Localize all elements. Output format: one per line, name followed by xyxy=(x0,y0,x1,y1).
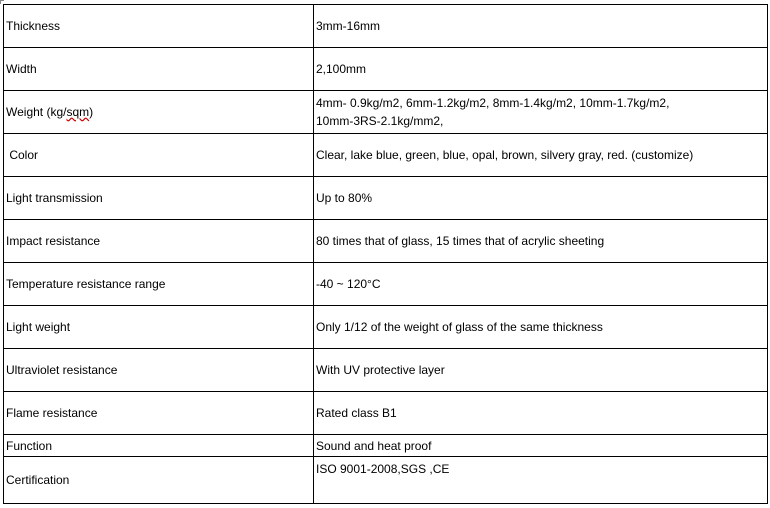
table-row xyxy=(4,48,768,91)
label-part: Weight (kg/ xyxy=(6,105,67,119)
value-line: 4mm- 0.9kg/m2, 6mm-1.2kg/m2, 8mm-1.4kg/m2, 10mm-1.7kg/m2, xyxy=(316,96,670,110)
row-value: Clear, lake blue, green, blue, opal, brown, silvery gray, red. (customize) xyxy=(314,134,768,177)
table-row xyxy=(4,91,768,134)
row-label: Function xyxy=(4,435,314,457)
label-part: ) xyxy=(89,105,94,119)
table-row xyxy=(4,263,768,306)
row-value: 80 times that of glass, 15 times that of acrylic sheeting xyxy=(314,220,768,263)
table-row xyxy=(4,177,768,220)
table-row xyxy=(4,435,768,457)
spellcheck-flagged-word: sqm xyxy=(66,105,90,119)
row-label: Color xyxy=(4,134,314,177)
row-value: ISO 9001-2008,SGS ,CE xyxy=(314,457,768,504)
value-line: 10mm-3RS-2.1kg/mm2, xyxy=(316,114,444,128)
row-value: Only 1/12 of the weight of glass of the same thickness xyxy=(314,306,768,349)
row-label: Flame resistance xyxy=(4,392,314,435)
row-label: Light transmission xyxy=(4,177,314,220)
row-label: Certification xyxy=(4,457,314,504)
row-value: -40 ~ 120°C xyxy=(314,263,768,306)
row-label-weight xyxy=(4,91,314,134)
row-value: Sound and heat proof xyxy=(314,435,768,457)
table-row xyxy=(4,349,768,392)
specification-table xyxy=(3,4,768,504)
row-value: Rated class B1 xyxy=(314,392,768,435)
table-row xyxy=(4,306,768,349)
row-label: Impact resistance xyxy=(4,220,314,263)
row-value: Up to 80% xyxy=(314,177,768,220)
table-row xyxy=(4,5,768,48)
row-label: Ultraviolet resistance xyxy=(4,349,314,392)
row-value: With UV protective layer xyxy=(314,349,768,392)
row-label: Temperature resistance range xyxy=(4,263,314,306)
table-row xyxy=(4,134,768,177)
table-row xyxy=(4,457,768,504)
row-label: Width xyxy=(4,48,314,91)
row-value-weight xyxy=(314,91,768,134)
row-value: 2,100mm xyxy=(314,48,768,91)
table-row xyxy=(4,220,768,263)
row-value: 3mm-16mm xyxy=(314,5,768,48)
table-row xyxy=(4,392,768,435)
row-label: Thickness xyxy=(4,5,314,48)
row-label: Light weight xyxy=(4,306,314,349)
